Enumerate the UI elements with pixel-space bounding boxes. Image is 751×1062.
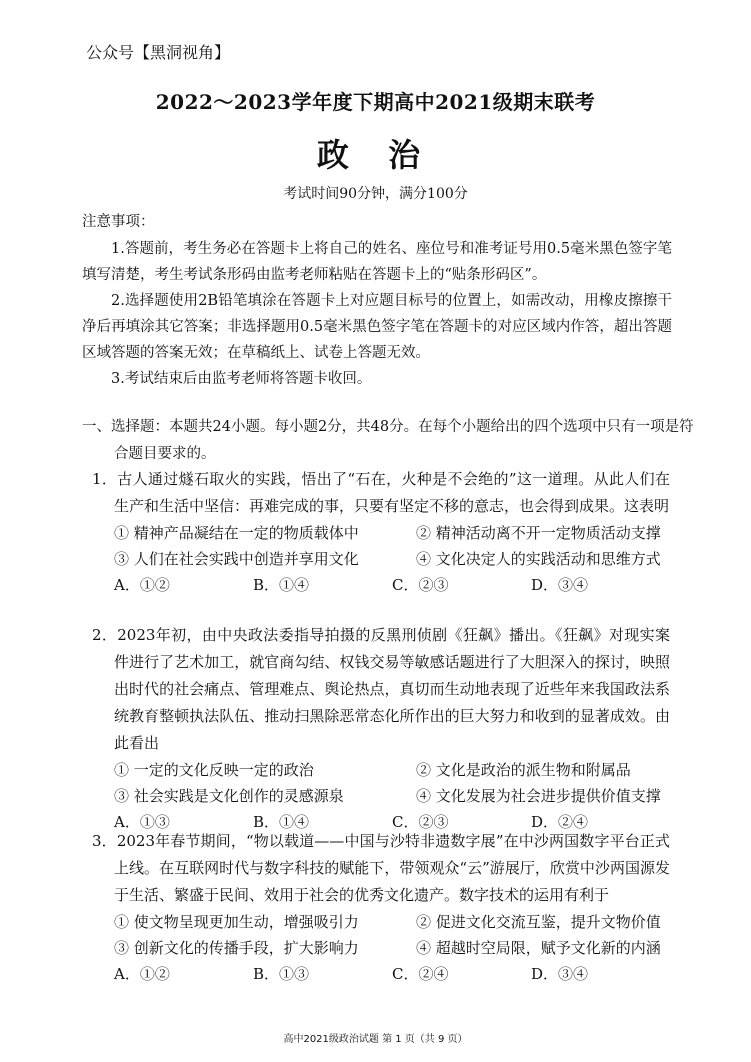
answer-choice-b: B．①④ [253, 813, 310, 831]
exam-title: 2022～2023学年度下期高中2021级期末联考 [155, 90, 596, 114]
notice-item-3: 3.考试结束后由监考老师将答题卡收回。 [111, 371, 372, 387]
answer-choice-d: D．③④ [531, 576, 589, 594]
watermark-label: 公众号【黑洞视角】 [86, 43, 231, 62]
notice-item-2: 2.选择题使用2B铅笔填涂在答题卡上对应题目标号的位置上，如需改动，用橡皮擦擦干净后再填涂其它答案；非选择题用0.5毫米黑色签字笔在答题卡的对应区域内作答，超出答题区域答题的答案无效；在草稿纸上、试卷上答题无效。 [82, 293, 672, 361]
statement-option: ① 使文物呈现更加生动，增强吸引力 [114, 913, 359, 931]
statement-option: ④ 文化决定人的实践活动和思维方式 [416, 550, 661, 568]
question-2 [92, 622, 670, 835]
statement-option: ① 一定的文化反映一定的政治 [114, 761, 314, 779]
answer-choice-a: A．①② [114, 965, 170, 983]
answer-choice-c: C．②④ [392, 965, 449, 983]
question-stem: 1．古人通过燧石取火的实践，悟出了“石在，火种是不会绝的”这一道理。从此人们在生产和生活中坚信：再难完成的事，只要有坚定不移的意志，也会得到成果。这表明 [92, 470, 670, 515]
answer-choice-c: C．②③ [392, 813, 449, 831]
statement-option: ① 精神产品凝结在一定的物质载体中 [114, 524, 359, 542]
statement-option: ③ 社会实践是文化创作的灵感源泉 [114, 787, 344, 805]
statement-options [92, 909, 670, 961]
statement-option: ④ 文化发展为社会进步提供价值支撑 [416, 787, 661, 805]
question-stem: 3．2023年春节期间，“物以载道——中国与沙特非遗数字展”在中沙两国数字平台正式上线。在互联网时代与数字科技的赋能下，带领观众“云”游展厅，欣赏中沙两国源发于生活、繁盛于民间、效用于社会的优秀文化遗产。数字技术的运用有利于 [92, 832, 670, 904]
answer-choices [92, 961, 670, 987]
answer-choice-c: C．②③ [392, 576, 449, 594]
answer-choice-b: B．①③ [253, 965, 310, 983]
question-3 [92, 828, 670, 987]
answer-choice-a: A．①② [114, 576, 170, 594]
answer-choice-d: D．③④ [531, 965, 589, 983]
question-1 [92, 466, 670, 598]
statement-options [92, 520, 670, 572]
notice-item-1: 1.答题前，考生务必在答题卡上将自己的姓名、座位号和准考证号用0.5毫米黑色签字笔填写清楚，考生考试条形码由监考老师粘贴在答题卡上的“贴条形码区”。 [82, 241, 672, 283]
answer-choice-d: D．②④ [531, 813, 589, 831]
question-stem: 2．2023年初，由中央政法委指导拍摄的反黑刑侦剧《狂飙》播出。《狂飙》对现实案件进行了艺术加工，就官商勾结、权钱交易等敏感话题进行了大胆深入的探讨，映照出时代的社会痛点、管理难点、舆论热点，真切而生动地表现了近些年来我国政法系统教育整顿执法队伍、推动扫黑除恶常态化所作出的巨大努力和收到的显著成效。由此看出 [92, 626, 670, 752]
subject-title: 政 治 [316, 136, 435, 174]
answer-choice-b: B．①④ [253, 576, 310, 594]
section-heading: 一、选择题：本题共24小题。每小题2分，共48分。在每个小题给出的四个选项中只有一项是符合题目要求的。 [82, 419, 694, 462]
statement-option: ② 精神活动离不开一定物质活动支撑 [416, 524, 661, 542]
statement-option: ② 文化是政治的派生物和附属品 [416, 761, 631, 779]
exam-time-info: 考试时间90分钟，满分100分 [283, 186, 468, 202]
statement-option: ④ 超越时空局限，赋予文化新的内涵 [416, 939, 661, 957]
statement-option: ③ 人们在社会实践中创造并享用文化 [114, 550, 359, 568]
answer-choice-a: A．①③ [114, 813, 170, 831]
answer-choices [92, 572, 670, 598]
statement-option: ③ 创新文化的传播手段，扩大影响力 [114, 939, 359, 957]
statement-option: ② 促进文化交流互鉴，提升文物价值 [416, 913, 661, 931]
notice-heading: 注意事项： [82, 214, 155, 230]
statement-options [92, 757, 670, 809]
page-footer: 高中2021级政治试题 第 1 页（共 9 页） [283, 1034, 468, 1045]
